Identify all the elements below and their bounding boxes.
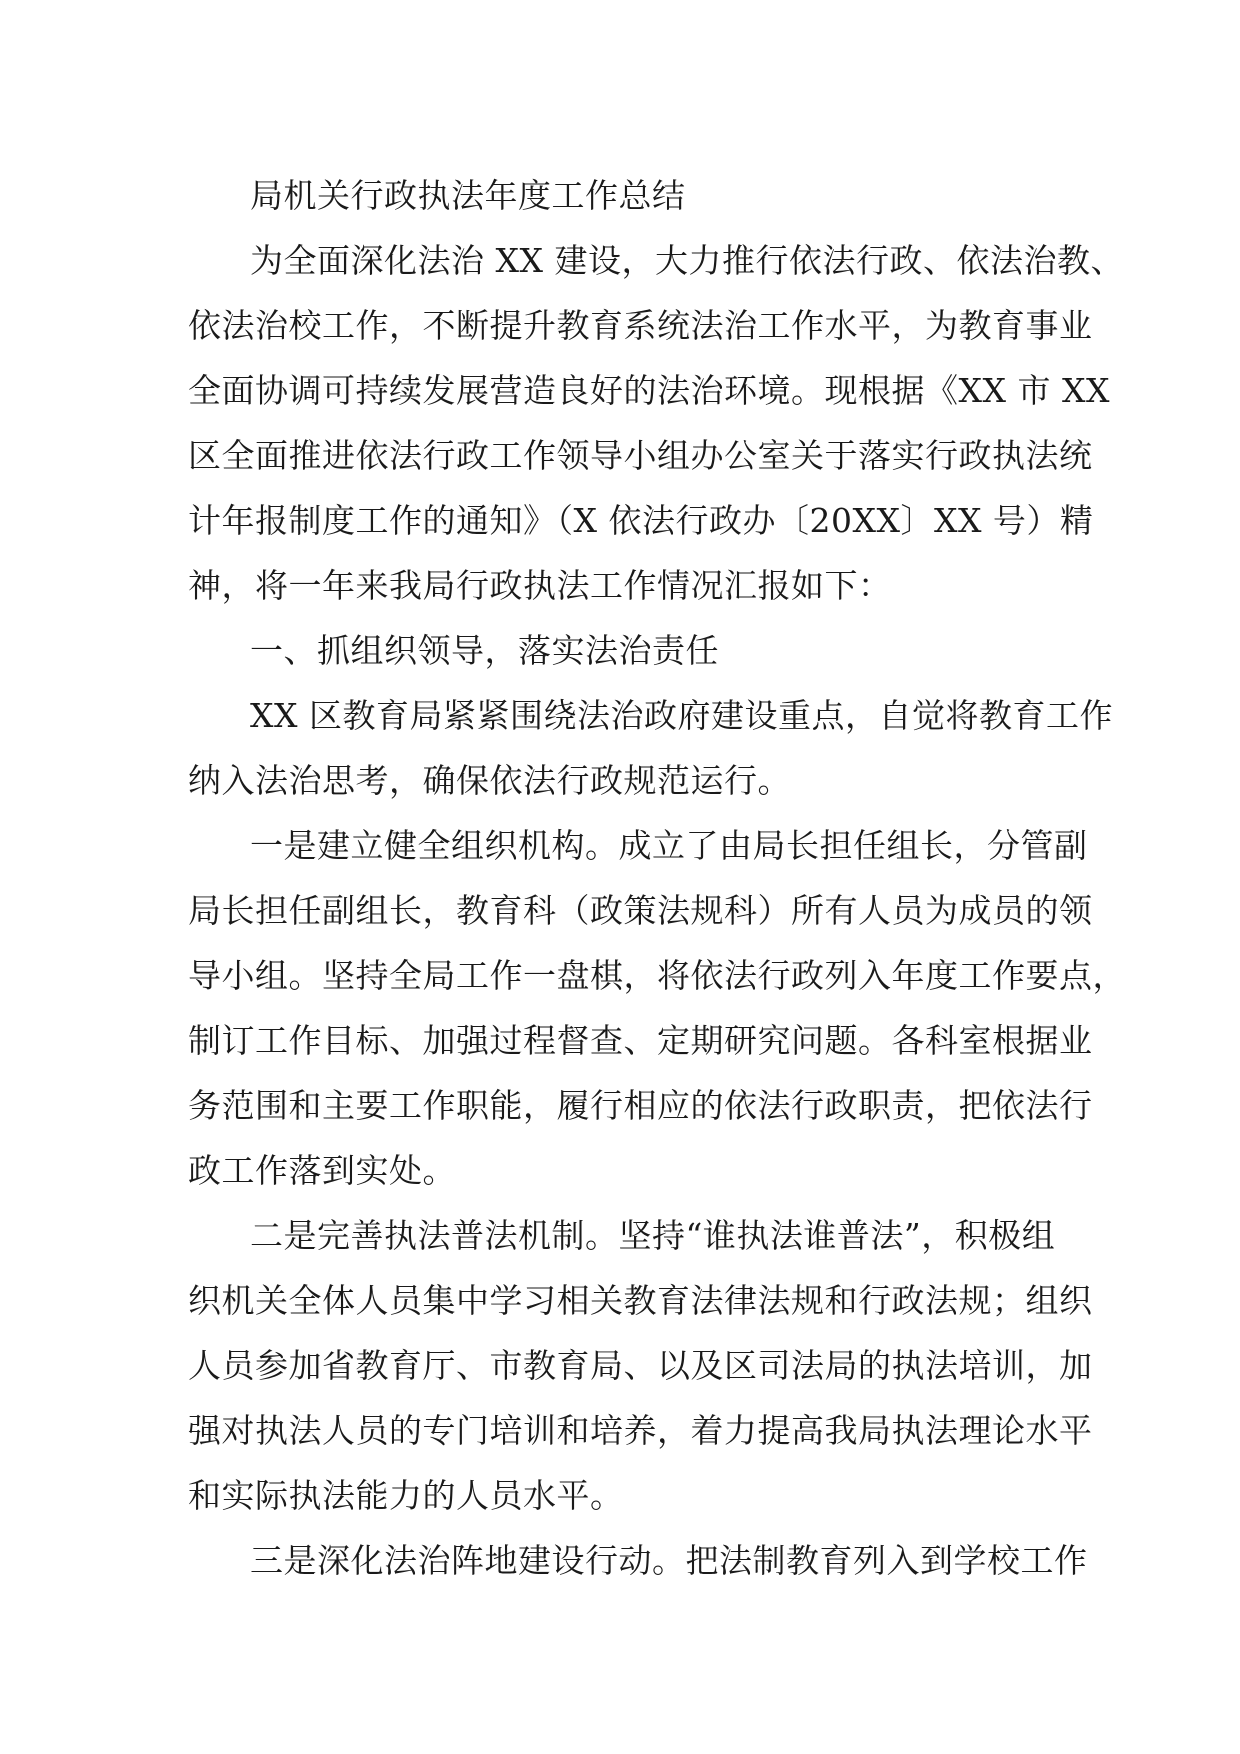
text-line: 三是深化法治阵地建设行动。把法制教育列入到学校工作 [250, 1541, 1088, 1580]
text-line: 计年报制度工作的通知》（X 依法行政办〔20XX〕XX 号）精 [188, 501, 1094, 540]
text-line: 神，将一年来我局行政执法工作情况汇报如下： [188, 566, 892, 605]
text-line: 一是建立健全组织机构。成立了由局长担任组长，分管副 [250, 826, 1088, 865]
text-line: 务范围和主要工作职能，履行相应的依法行政职责，把依法行 [188, 1086, 1093, 1125]
text-line: 二是完善执法普法机制。坚持“谁执法谁普法”，积极组 [250, 1216, 1056, 1255]
document-title: 局机关行政执法年度工作总结 [250, 176, 686, 215]
text-line: 为全面深化法治 XX 建设，大力推行依法行政、依法治教、 [250, 241, 1124, 280]
text-line: 和实际执法能力的人员水平。 [188, 1476, 624, 1515]
text-line: 全面协调可持续发展营造良好的法治环境。现根据《XX 市 XX [188, 371, 1110, 410]
text-line: 强对执法人员的专门培训和培养，着力提高我局执法理论水平 [188, 1411, 1093, 1450]
text-line: 人员参加省教育厅、市教育局、以及区司法局的执法培训，加 [188, 1346, 1093, 1385]
text-line: 纳入法治思考，确保依法行政规范运行。 [188, 761, 791, 800]
text-line: 区全面推进依法行政工作领导小组办公室关于落实行政执法统 [188, 436, 1093, 475]
text-line: 政工作落到实处。 [188, 1151, 456, 1190]
text-line: 织机关全体人员集中学习相关教育法律法规和行政法规；组织 [188, 1281, 1093, 1320]
text-line: 一、抓组织领导，落实法治责任 [250, 631, 719, 670]
document-body [188, 163, 1126, 1593]
text-line: XX 区教育局紧紧围绕法治政府建设重点，自觉将教育工作 [250, 696, 1113, 735]
text-line: 制订工作目标、加强过程督查、定期研究问题。各科室根据业 [188, 1021, 1093, 1060]
text-line: 局长担任副组长，教育科（政策法规科）所有人员为成员的领 [188, 891, 1093, 930]
text-line: 依法治校工作，不断提升教育系统法治工作水平，为教育事业 [188, 306, 1093, 345]
text-line: 导小组。坚持全局工作一盘棋，将依法行政列入年度工作要点， [188, 956, 1126, 995]
